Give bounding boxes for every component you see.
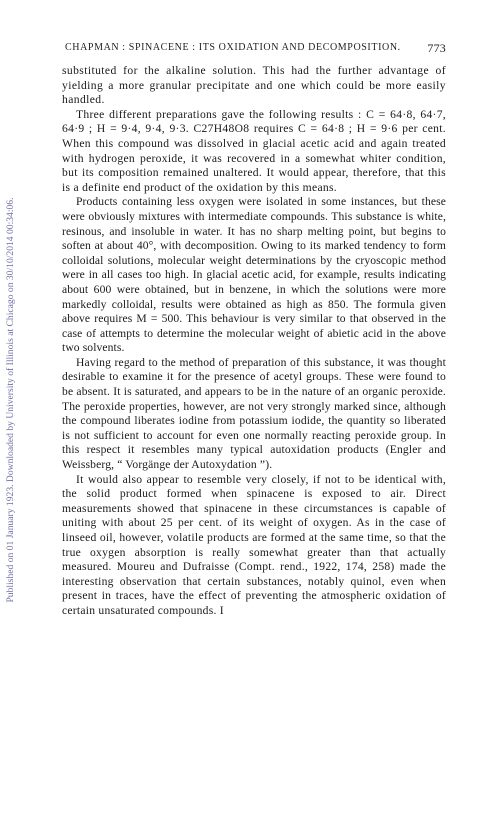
article-body (62, 64, 446, 619)
download-watermark-text: Published on 01 January 1923. Downloaded by University of Illinois at Chicago on 30/10/2014 00:34:06. (5, 197, 16, 603)
paragraph: substituted for the alkaline solution. This had the further advantage of yielding a more granular precipitate and one which could be more easily handled. (62, 64, 446, 107)
page-number: 773 (427, 41, 446, 55)
paragraph: Having regard to the method of preparation of this substance, it was thought desirable to examine it for the presence of acetyl groups. These were found to be absent. It is saturated, and appears to be in the nature of an organic peroxide. The peroxide properties, however, are not very strongly marked since, although the compound liberates iodine from potassium iodide, the quantity so liberated is not sufficient to account for even one normally reacting peroxide group. In this respect it resembles many typical autoxidation products (Engler and Weissberg, “ Vorgänge der Autoxydation ”). (62, 355, 446, 472)
running-head-title: CHAPMAN : SPINACENE : ITS OXIDATION AND DECOMPOSITION. (65, 42, 401, 53)
paragraph: Products containing less oxygen were isolated in some instances, but these were obviously mixtures with intermediate compounds. This substance is white, resinous, and insoluble in water. It has no sharp melting point, but begins to soften at about 40°, with decomposition. Owing to its marked tendency to form colloidal solutions, molecular weight determinations by the cryoscopic method were in all cases too high. In glacial acetic acid, for example, results indicating about 600 were obtained, but in benzene, in which the solutions were more markedly colloidal, results were obtained as high as 850. The formula given above requires M = 500. This behaviour is very similar to that observed in the case of attempts to determine the molecular weight of abietic acid in the above two solvents. (62, 195, 446, 355)
paragraph: Three different preparations gave the following results : C = 64·8, 64·7, 64·9 ; H = 9·4, 9·4, 9·3. C27H48O8 requires C = 64·8 ; H = 9·6 per cent. When this compound was dissolved in glacial acetic acid and again treated with hydrogen peroxide, it was recovered in a somewhat whiter condition, but its composition remained unaltered. It would appear, therefore, that this is a definite end product of the oxidation by this means. (62, 107, 446, 194)
running-head (62, 40, 446, 56)
journal-page (62, 40, 446, 619)
paragraph: It would also appear to resemble very closely, if not to be identical with, the solid product formed when spinacene is exposed to air. Direct measurements showed that spinacene in these circumstances is capable of uniting with about 25 per cent. of its weight of oxygen. As in the case of linseed oil, however, volatile products are formed at the same time, so that the true oxygen absorption is really somewhat greater than that actually measured. Moureu and Dufraisse (Compt. rend., 1922, 174, 258) made the interesting observation that certain substances, notably quinol, even when present in traces, have the effect of preventing the atmospheric oxidation of certain unsaturated compounds. I (62, 472, 446, 617)
download-watermark (4, 60, 18, 740)
